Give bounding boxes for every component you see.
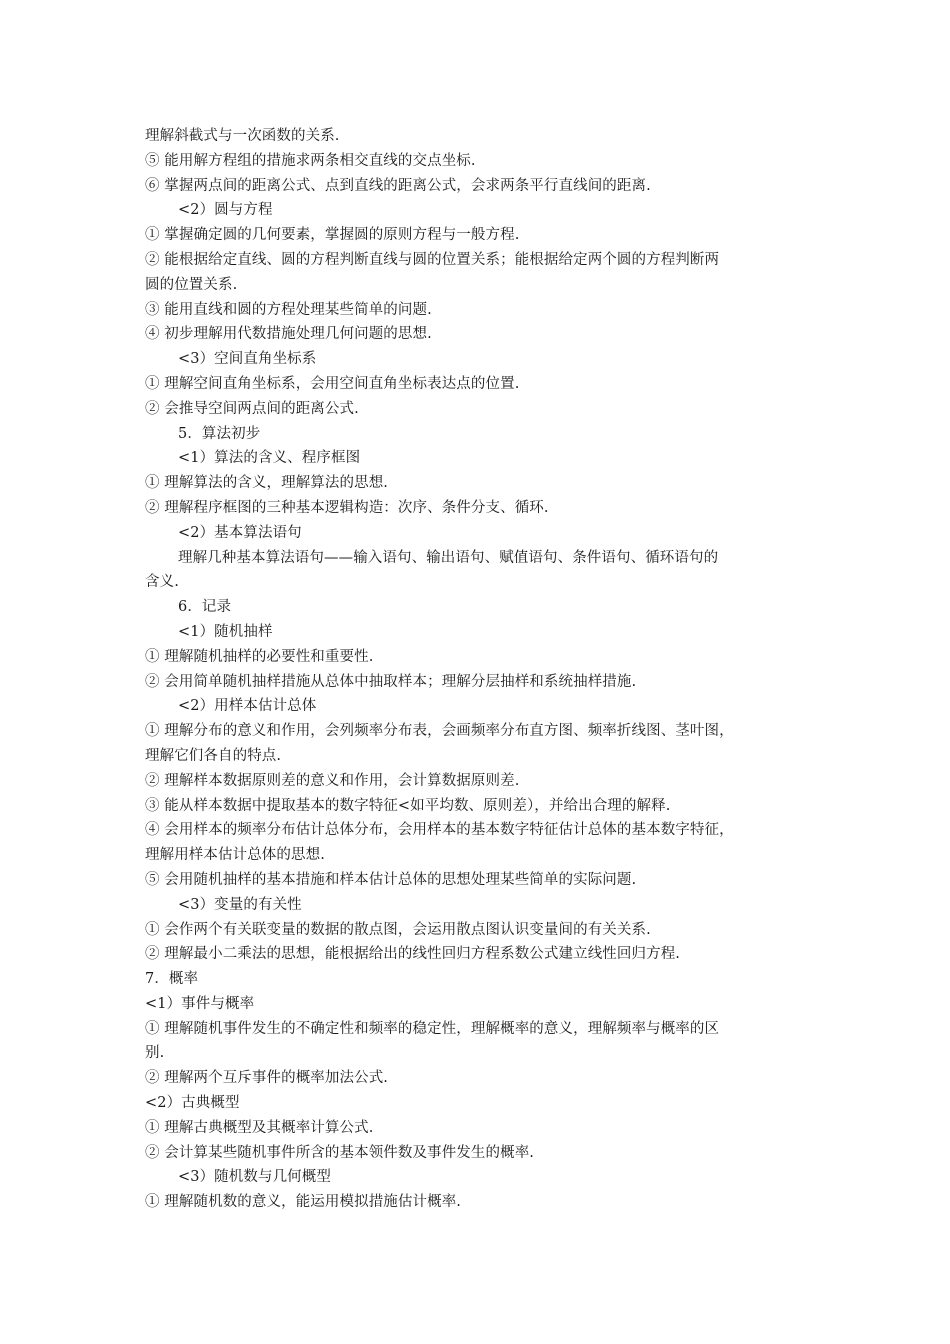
document-line: 圆的位置关系. (145, 276, 238, 293)
document-line: ④ 会用样本的频率分布估计总体分布，会用样本的基本数字特征估计总体的基本数字特征， (145, 822, 734, 839)
document-line: ② 理解程序框图的三种基本逻辑构造：次序、条件分支、循环. (145, 499, 549, 516)
document-line: 5．算法初步 (178, 425, 261, 442)
document-line: ② 理解两个互斥事件的概率加法公式. (145, 1070, 389, 1087)
document-line: 别. (145, 1045, 165, 1062)
document-line: <1）算法的含义、程序框图 (178, 450, 361, 467)
document-line: ① 理解随机抽样的必要性和重要性. (145, 648, 374, 665)
document-line: ① 理解算法的含义，理解算法的思想. (145, 475, 389, 492)
document-line: ① 理解空间直角坐标系，会用空间直角坐标表达点的位置. (145, 375, 520, 392)
document-line: ② 理解样本数据原则差的意义和作用，会计算数据原则差. (145, 772, 520, 789)
document-body (145, 124, 825, 1215)
document-line: <3）变量的有关性 (178, 896, 302, 913)
document-line: ⑥ 掌握两点间的距离公式、点到直线的距离公式，会求两条平行直线间的距离. (145, 177, 651, 194)
document-line: ③ 能用直线和圆的方程处理某些简单的问题. (145, 301, 432, 318)
document-line: 理解它们各自的特点. (145, 747, 282, 764)
document-line: ① 会作两个有关联变量的数据的散点图，会运用散点图认识变量间的有关关系. (145, 921, 651, 938)
document-line: 含义. (145, 574, 179, 591)
document-line: <3）随机数与几何概型 (178, 1169, 331, 1186)
document-line: 7．概率 (145, 971, 199, 988)
document-line: <1）事件与概率 (145, 995, 255, 1012)
document-line: ⑤ 会用随机抽样的基本措施和样本估计总体的思想处理某些简单的实际问题. (145, 871, 637, 888)
document-line: 理解几种基本算法语句——输入语句、输出语句、赋值语句、条件语句、循环语句的 (178, 549, 719, 566)
document-line: <2）圆与方程 (178, 202, 273, 219)
document-line: 理解用样本估计总体的思想. (145, 847, 325, 864)
document-line: 6．记录 (178, 599, 232, 616)
document-line: ① 理解分布的意义和作用，会列频率分布表，会画频率分布直方图、频率折线图、茎叶图， (145, 723, 734, 740)
document-line: <2）古典概型 (145, 1095, 240, 1112)
document-line: ② 理解最小二乘法的思想，能根据给出的线性回归方程系数公式建立线性回归方程. (145, 946, 681, 963)
document-line: 理解斜截式与一次函数的关系. (145, 128, 340, 144)
document-line: ② 会用简单随机抽样措施从总体中抽取样本；理解分层抽样和系统抽样措施. (145, 673, 637, 690)
document-line: ③ 能从样本数据中提取基本的数字特征<如平均数、原则差），并给出合理的解释. (145, 797, 671, 814)
document-line: ① 掌握确定圆的几何要素，掌握圆的原则方程与一般方程. (145, 227, 520, 244)
document-line: ② 会推导空间两点间的距离公式. (145, 400, 359, 417)
document-line: ② 会计算某些随机事件所含的基本领件数及事件发生的概率. (145, 1144, 535, 1161)
document-line: <3）空间直角坐标系 (178, 351, 317, 368)
document-line: <2）基本算法语句 (178, 524, 302, 541)
document-line: ② 能根据给定直线、圆的方程判断直线与圆的位置关系；能根据给定两个圆的方程判断两 (145, 251, 720, 268)
document-line: <1）随机抽样 (178, 623, 273, 640)
document-line: ④ 初步理解用代数措施处理几何问题的思想. (145, 326, 432, 343)
document-line: ① 理解随机数的意义，能运用模拟措施估计概率. (145, 1194, 462, 1211)
document-line: ⑤ 能用解方程组的措施求两条相交直线的交点坐标. (145, 152, 476, 169)
document-line: ① 理解古典概型及其概率计算公式. (145, 1119, 374, 1136)
document-line: <2）用样本估计总体 (178, 698, 317, 715)
document-line: ① 理解随机事件发生的不确定性和频率的稳定性，理解概率的意义，理解频率与概率的区 (145, 1020, 720, 1037)
